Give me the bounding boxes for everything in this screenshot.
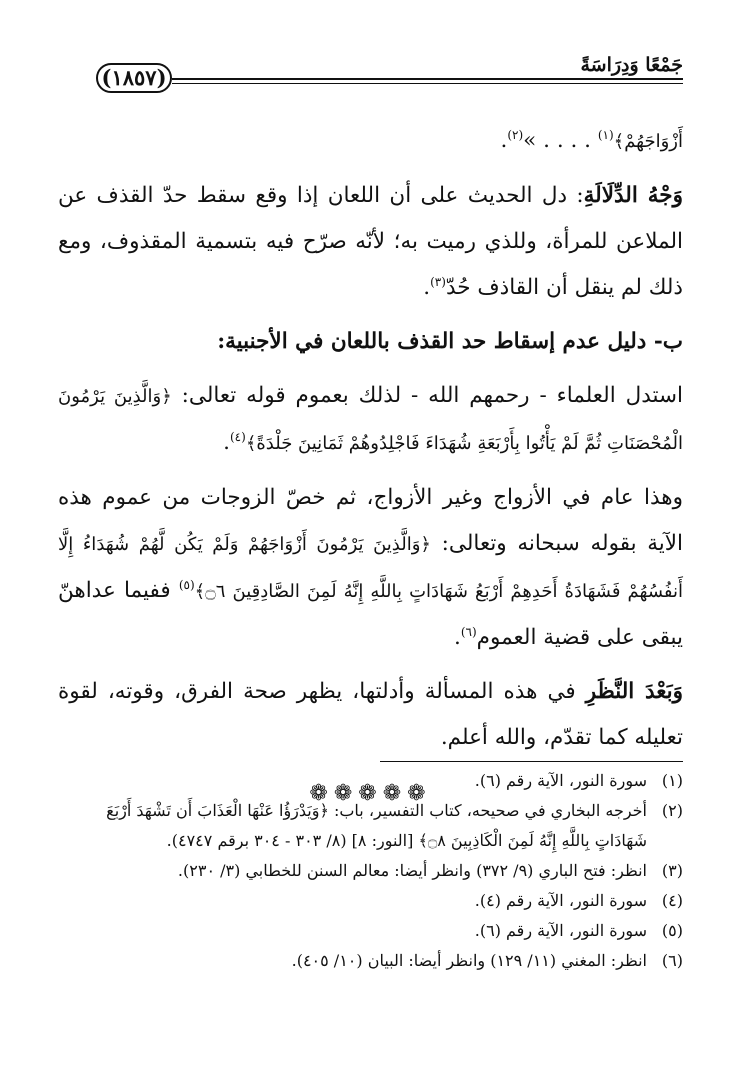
footnote-ref[interactable]: (٦) xyxy=(460,624,477,639)
footnote-item xyxy=(58,796,683,856)
specification-tail: ففيما عداهنّ يبقى على قضية العموم xyxy=(58,578,683,650)
header-rule xyxy=(172,78,683,80)
section-heading: ب- دليل عدم إسقاط حد القذف باللعان في الأجنبية: xyxy=(217,329,683,354)
conclusion-text: في هذه المسألة وأدلتها، يظهر صحة الفرق، وقوته، لقوة تعليله كما تقدّم، والله أعلم. xyxy=(58,679,683,750)
quran-verse: ﴿وَالَّذِينَ يَرْمُونَ أَزْوَاجَهُمْ وَلَمْ يَكُن لَّهُمْ شُهَدَاءُ إِلَّا أَنفُسُهُمْ فَشَهَادَةُ أَحَدِهِمْ أَرْبَعُ شَهَادَاتٍ بِاللَّهِ إِنَّهُ لَمِنَ الصَّادِقِينَ ۝٦﴾ xyxy=(58,534,683,602)
footnote-text: سورة النور، الآية رقم (٦). xyxy=(474,921,647,940)
quran-fragment: أَزْوَاجَهُمْ﴾ xyxy=(613,131,683,152)
footnote-item xyxy=(58,856,683,886)
footnote-number: (٦) xyxy=(661,951,683,970)
footnote-text: انظر: المغني (١١/ ١٢٩) وانظر أيضا: البيان (١٠/ ٤٠٥). xyxy=(291,951,647,970)
period: . xyxy=(423,275,431,300)
evidence-text: : دل الحديث على أن اللعان إذا وقع سقط حدّ القذف عن الملاعن للمرأة، وللذي رميت به؛ لأنّه صرّح فيه بتسمية المقذوف، ومع ذلك لم ينقل أن القاذف حُدّ xyxy=(58,183,683,300)
footnote-text: انظر: فتح الباري (٩/ ٣٧٢) وانظر أيضا: معالم السنن للخطابي (٣/ ٢٣٠). xyxy=(177,861,647,880)
paragraph-evidence xyxy=(58,173,683,311)
header-rule-thin xyxy=(172,83,683,84)
footnote-number: (٣) xyxy=(661,861,683,880)
evidence-label: وَجْهُ الدِّلَالَةِ xyxy=(583,183,683,208)
footnote-number: (٤) xyxy=(661,891,683,910)
footnote-ref[interactable]: (٢) xyxy=(507,127,524,142)
footnote-number: (١) xyxy=(661,771,683,790)
footnotes xyxy=(58,766,683,976)
main-text xyxy=(58,118,683,817)
specification-text: وهذا عام في الأزواج وغير الأزواج، ثم خصّ الزوجات من عموم هذه الآية بقوله سبحانه وتعالى: xyxy=(58,485,683,556)
argument-text: استدل العلماء - رحمهم الله - لذلك بعموم قوله تعالى: xyxy=(171,383,683,408)
page-number: (١٨٥٧) xyxy=(96,63,172,93)
paragraph-quote-end xyxy=(58,118,683,165)
period: . xyxy=(454,625,461,650)
period: . xyxy=(500,128,508,153)
page-header xyxy=(96,52,683,102)
footnote-text: سورة النور، الآية رقم (٤). xyxy=(474,891,647,910)
footnote-ref[interactable]: (١) xyxy=(597,127,614,142)
ellipsis: . . . . » xyxy=(523,128,598,153)
running-title: جَمْعًا وَدِرَاسَةً xyxy=(580,54,683,76)
footnote-ref[interactable]: (٥) xyxy=(178,577,195,592)
footnote-item xyxy=(58,946,683,976)
footnote-ref[interactable]: (٣) xyxy=(430,274,446,289)
paragraph-specification xyxy=(58,475,683,661)
footnote-item xyxy=(58,916,683,946)
footnote-number: (٢) xyxy=(661,801,683,820)
ornament-divider: ❁❁❁❁❁ xyxy=(309,781,432,806)
footnote-item xyxy=(58,766,683,796)
conclusion-label: وَبَعْدَ النَّظَرِ xyxy=(585,679,683,704)
footnote-text: سورة النور، الآية رقم (٦). xyxy=(474,771,647,790)
paragraph-conclusion xyxy=(58,669,683,761)
footnote-ref[interactable]: (٤) xyxy=(229,429,246,444)
period: . xyxy=(223,430,230,455)
footnote-item xyxy=(58,886,683,916)
footnote-text: أخرجه البخاري في صحيحه، كتاب التفسير، باب: ﴿وَيَدْرَؤُا عَنْهَا الْعَذَابَ أَن تَشْهَدَ أَرْبَعَ شَهَادَاتٍ بِاللَّهِ إِنَّهُ لَمِنَ الْكَاذِبِينَ ۝٨﴾ [النور: ٨] (٨/ ٣٠٣ - ٣٠٤ برقم ٤٧٤٧). xyxy=(106,801,647,850)
footnote-rule xyxy=(380,761,683,762)
quran-verse: ﴿وَالَّذِينَ يَرْمُونَ الْمُحْصَنَاتِ ثُمَّ لَمْ يَأْتُوا بِأَرْبَعَةِ شُهَدَاءَ فَاجْلِدُوهُمْ ثَمَانِينَ جَلْدَةً﴾ xyxy=(58,386,683,454)
paragraph-argument xyxy=(58,373,683,467)
footnote-number: (٥) xyxy=(661,921,683,940)
